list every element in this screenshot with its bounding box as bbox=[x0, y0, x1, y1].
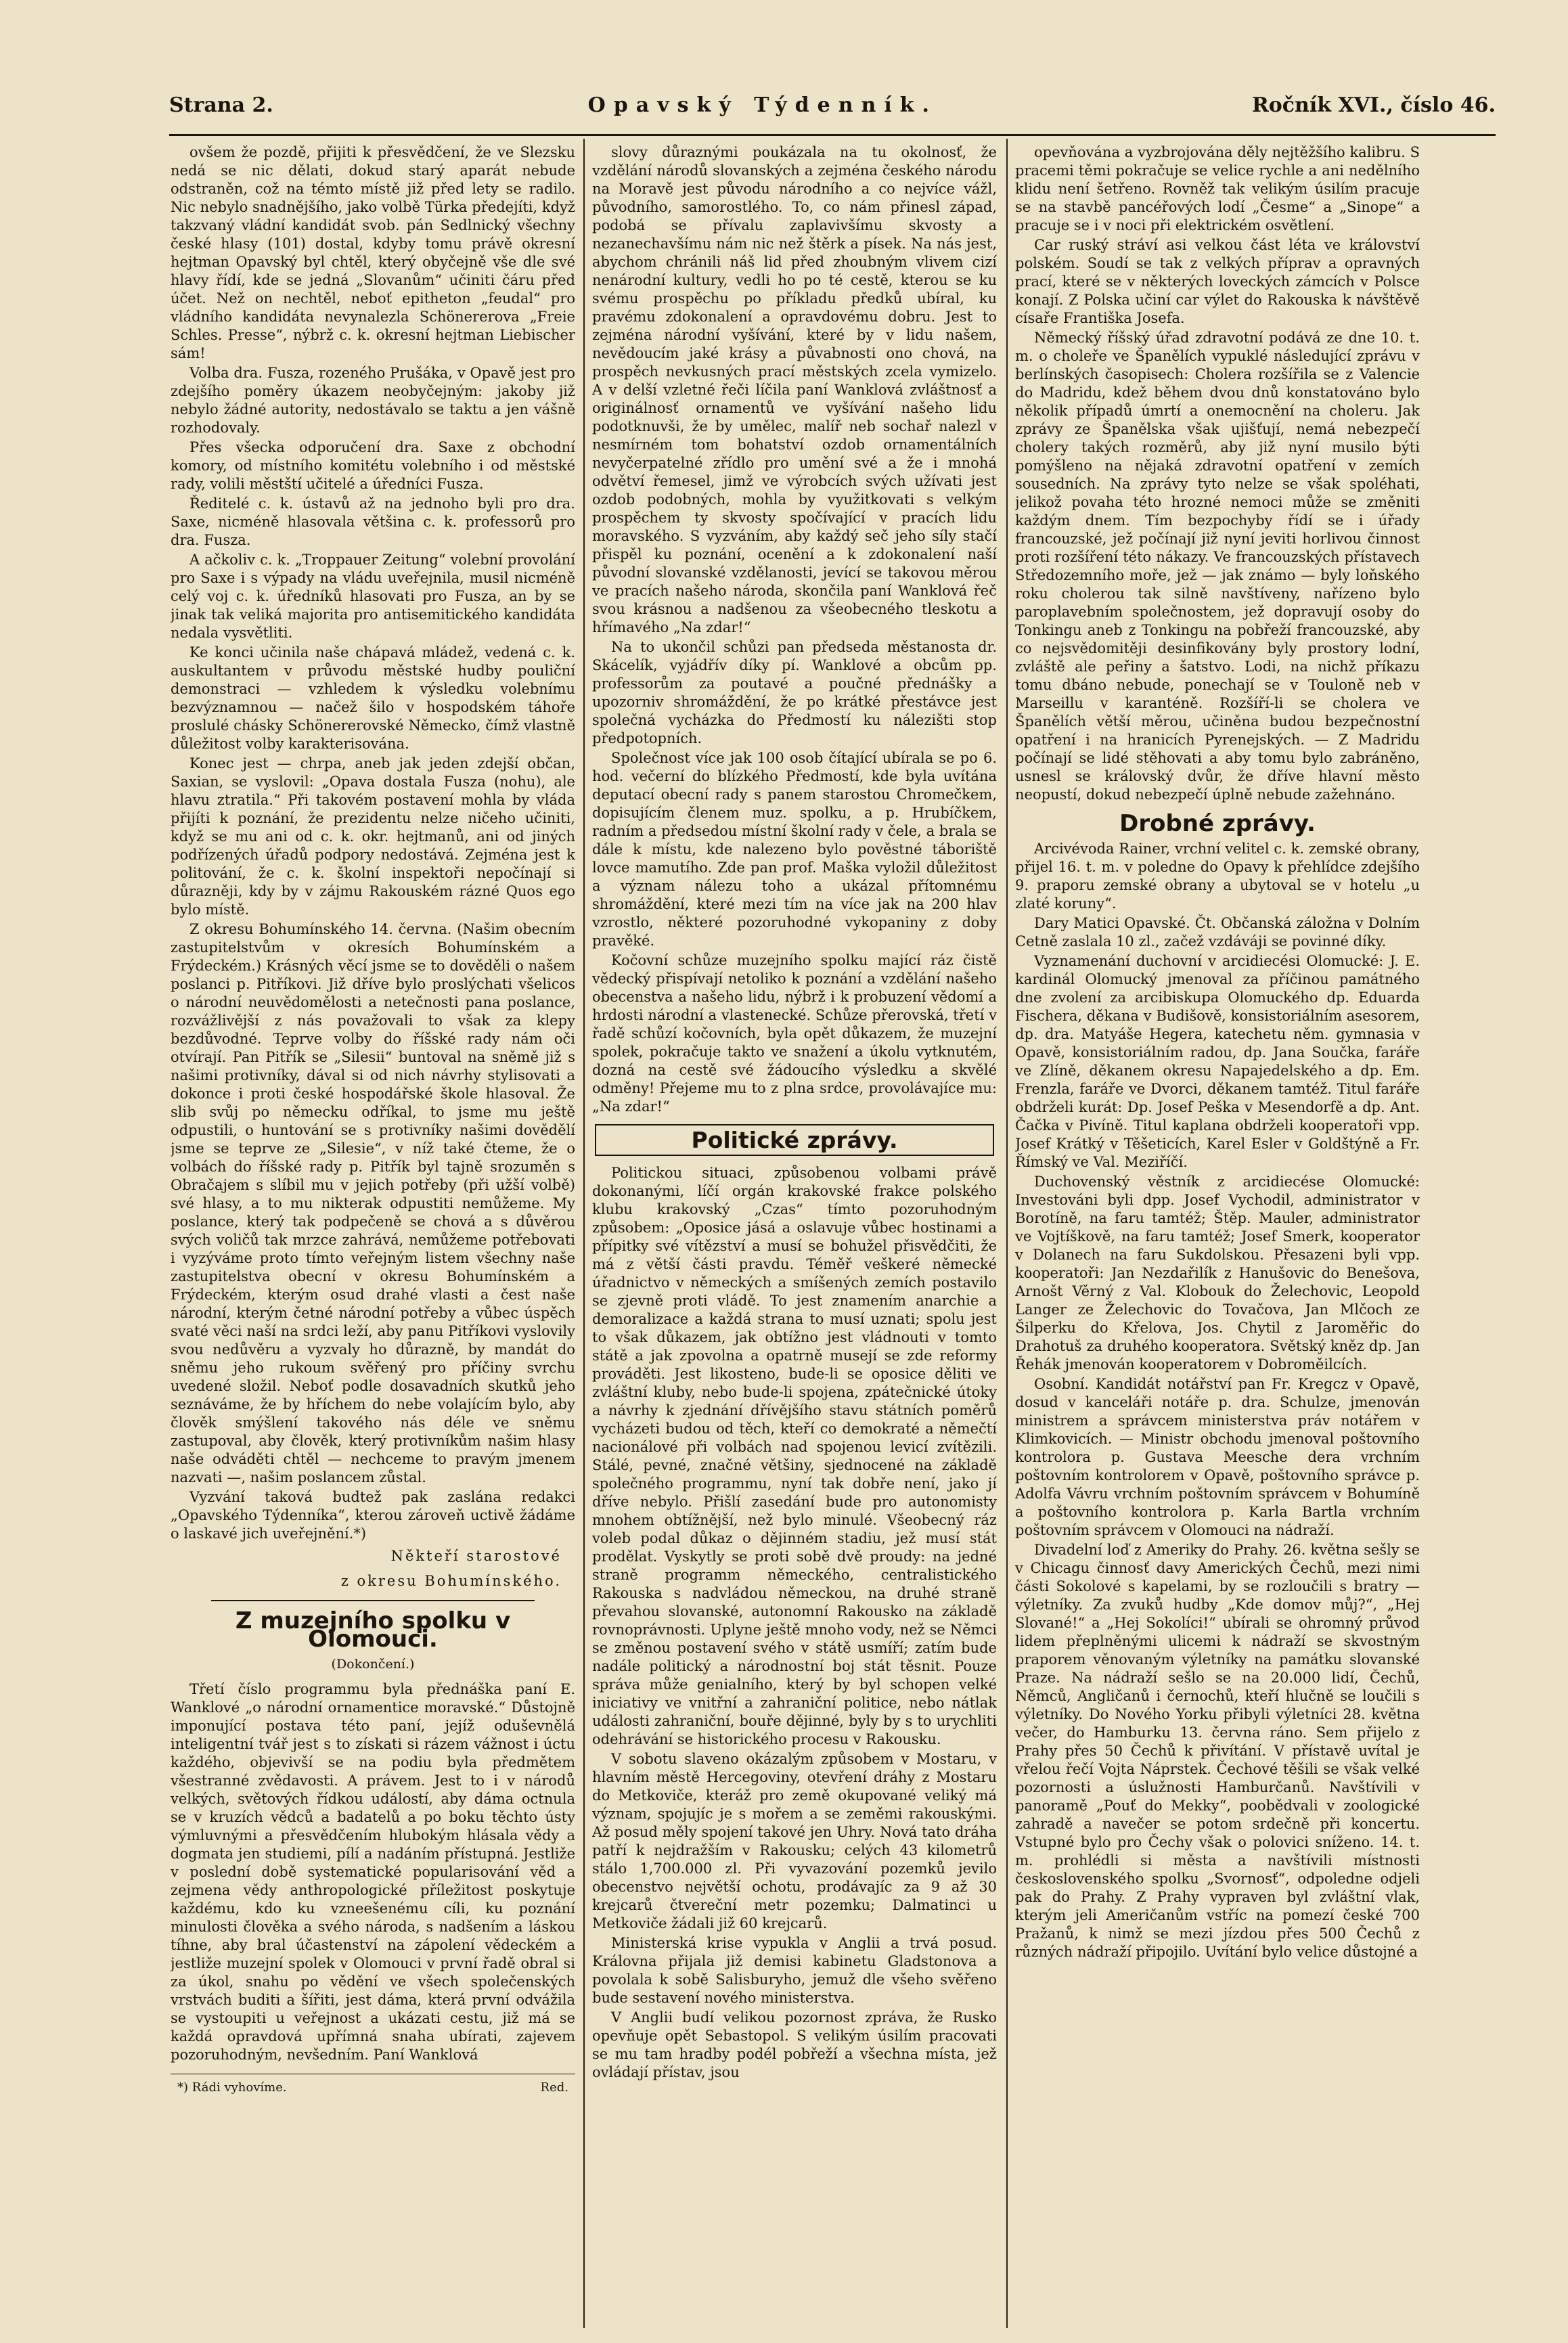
footnote-text: *) Rádi vyhovíme. bbox=[177, 2080, 287, 2095]
paragraph: Společnost více jak 100 osob čítající ubírala se po 6. hod. večerní do blízkého Předmostí, kde byla uvítána deputací obecní rady s panem starostou Chromečkem, dopisujícím členem muz. spolku, a p. Hrubíčkem, radním a předsedou místní školní rady v čele, a brala se dále k místu, kde nalezeno bylo pověstné táboriště lovce mamutího. Zde pan prof. Maška vyložil důležitost a význam nálezu toho a ukázal přítomnému shromáždění, které mezi tím na více jak na 200 hlav vzrostlo, některé pozoruhodné vykopaniny z doby pravěké. bbox=[592, 750, 997, 949]
paragraph: ovšem že pozdě, přijiti k přesvědčení, že ve Slezsku nedá se nic dělati, dokud starý aparát nebude odstraněn, což na témto místě již před lety se radilo. Nic nebylo snadnějšího, jako volbě Türka předejíti, když takzvaný vládní kandidát svob. pán Sedlnický všechny české hlasy (101) dostal, kdyby tomu právě okresní hejtman Opavský byl chtěl, který obyčejně vše dle své hlavy řídí, kde se jedná „Slovanům“ učiniti čáru před účet. Než on nechtěl, neboť epitheton „feudal“ pro vládního kandidáta nevynalezla Schönererova „Freie Schles. Presse“, nýbrž c. k. okresní hejtman Liebischer sám! bbox=[171, 144, 575, 361]
paragraph: Vyznamenání duchovní v arcidiecési Olomucké: J. E. kardinál Olomucký jmenoval za příčinou památného dne zvolení za arcibiskupa Olomuckého dp. Eduarda Fischera, děkana v Budišově, konsistoriálním asesorem, dp. dra. Matyáše Hegera, katechetu něm. gymnasia v Opavě, konsistoriálním radou, dp. Jana Součka, faráře ve Zlíně, děkanem okresu Napajedelského a dp. Em. Frenzla, faráře ve Dvorci, děkanem tamtéž. Titul faráře obdrželi kurát: Dp. Josef Peška v Mesendorfě a dp. Ant. Čačka v Pivíně. Titul kaplana obdrželi kooperatoři vpp. Josef Krátký v Těšeticích, Karel Esler v Goldštýně a Fr. Římský ve Val. Meziříčí. bbox=[1015, 953, 1420, 1170]
paragraph: Z okresu Bohumínského 14. června. (Našim obecním zastupitelstvům v okresích Bohumínském a Frýdeckém.) Krásných věcí jsme se to dověděli o našem poslanci p. Pitříkovi. Již dříve bylo proslýchati všelicos o národní neuvědomělosti a netečnosti pana poslance, rozvážlivější z nás považovali to však za klepy bezdůvodné. Teprve volby do říšské rady nám oči otvírají. Pan Pitřík se „Silesii“ buntoval na sněmě již s našimi protivníky, dával si od nich návrhy stylisovati a dokonce i proti české hospodářské škole hlasoval. Že slib svůj po německu odříkal, to jsme mu ještě odpustili, o huntování se s protivníky našimi dovědělí jsme se teprve ze „Silesie“, v níž také čteme, že o volbách do říšské rady p. Pitřík byl tajně srozuměn s Obračajem s slíbil mu v jejich potřeby (při užší volbě) své hlasy, a to mu nikterak odpustiti nemůžeme. My poslance, který tak podpečeně se chová a s důvěrou svých voličů tak mrzce zahrává, nemůžeme potřebovati i vyzýváme proto tímto veřejným listem všechny naše zastupitelstva obecní v okresu Bohumínském a Frýdeckém, kterým osud drahé vlasti a čest naše národní, kterým četné národní potřeby a vůbec úspěch svaté věci naší na srdci leží, aby panu Pitříkovi vyslovily svou nedůvěru a vyzvaly ho důrazně, by mandát do sněmu jeho rukoum svěřený pro příčiny svrchu uvedené složil. Neboť podle dosavadních skutků jeho seznáváme, že by hříchem do nebe volajícím bylo, aby člověk smýšlení takového nás déle ve sněmu zastupoval, aby člověk, který protivníkům našim hlasy naše odváděti chtěl — nechceme to pravým jmenem nazvati —, našim poslancem zůstal. bbox=[171, 921, 575, 1486]
newspaper-title: Opavský Týdenník. bbox=[587, 93, 937, 117]
page-number: Strana 2. bbox=[169, 93, 273, 117]
paragraph: slovy důraznými poukázala na tu okolnosť, že vzdělání národů slovanských a zejména českého národu na Moravě jest původu národního a co nejvíce vážl, původního, samorostlého. To, co nám přinesl západ, podobá se přívalu zaplavivšímu skvosty a nezanechavšímu nám nic než štěrk a písek. Na nás jest, abychom chránili náš lid před zhoubným vlivem cizí nenárodní kultury, vedli ho po té cestě, kterou se ku svému prospěchu po příkladu předků ubíral, ku pravému zdokonalení a opravdovému dobru. Jest to zejména národní vyšívání, které by v lidu našem, nevědoucím jaké krásy a půvabnosti ono chová, na prospěch nevkusných prací městských zcela vymizelo. A v delší vzletné řeči líčila paní Wanklová zvláštnosť a originálnosť ornamentů ve vyšívání našeho lidu podotknuvši, že by umělec, malíř neb sochař nalezl v nesmírném tom bohatství ozdob ornamentálních nevyčerpatelné zřídlo pro umění své a že i mnohá odvětví řemesel, jimž ve výrobcích svých užívati jest ozdob podobných, mohla by využitkovati s velkým prospěchem ty skvosty spočívající v pracích lidu moravského. S vyzváním, aby každý seč jeho síly stačí přispěl ku poznání, ocenění a k zdokonalení naší původní slovanské vzdělanosti, jevící se takovou měrou ve pracích našeho národa, skončila paní Wanklová řeč svou krásnou a nadšenou za všeobecného tleskotu a hřímavého „Na zdar!“ bbox=[592, 144, 997, 635]
footnote-sign: Red. bbox=[540, 2080, 568, 2095]
column-divider bbox=[583, 139, 585, 2328]
paragraph: Duchovenský věstník z arcidiecése Olomucké: Investováni byli dpp. Josef Vychodil, administrator v Borotíně, na faru tamtéž; Štěp. Mauler, administrator ve Vojtíškově, na faru tamtéž; Josef Smerk, kooperator v Dolanech na faru Sukdolskou. Přesazeni byli vpp. kooperatoři: Jan Nezdařilík z Hanušovic do Benešova, Arnošt Věrný z Val. Klobouk do Želechovic, Leopold Langer ze Želechovic do Tovačova, Jan Mlčoch ze Šilperku do Křelova, Jos. Chytil z Jaroměřic do Drahotuš za druhého kooperatora. Světský kněz dp. Jan Řehák jmenován kooperatorem v Dobroměilcích. bbox=[1015, 1174, 1420, 1373]
section-title: Drobné zprávy. bbox=[1119, 810, 1316, 837]
column-3 bbox=[1015, 143, 1420, 2309]
paragraph: Volba dra. Fusza, rozeného Prušáka, v Opavě jest pro zdejšího poměry úkazem neobyčejným: jakoby již nebylo žádné autority, nedostávalo se taktu a jen vášně rozhodovaly. bbox=[171, 365, 575, 436]
paragraph: Arcivévoda Rainer, vrchní velitel c. k. zemské obrany, přijel 16. t. m. v poledne do Opavy k přehlídce zdejšího 9. praporu zemské obrany a ubytoval se v hotelu „u zlaté koruny“. bbox=[1015, 841, 1420, 912]
section-divider bbox=[211, 1600, 535, 1601]
paragraph: Ředitelé c. k. ústavů až na jednoho byli pro dra. Saxe, nicméně hlasovala většina c. k. professorů pro dra. Fusza. bbox=[171, 495, 575, 548]
section-subtitle: (Dokončení.) bbox=[331, 1657, 415, 1672]
signature-line: Někteří starostové bbox=[390, 1548, 562, 1564]
section-title-box: Politické zprávy. bbox=[595, 1124, 994, 1156]
paragraph: Kočovní schůze muzejního spolku mající ráz čistě vědecký přispívají netoliko k poznání a vzdělání našeho obecenstva a našeho lidu, nýbrž i k probuzení vědomí a hrdosti národní a vlastenecké. Schůze přerovská, třetí v řadě schůzí kočovních, byla opět důkazem, že muzejní spolek, pokračuje takto ve snažení a úkolu vytknutém, dozná na cestě své žádoucího výsledku a skvělé odměny! Přejeme mu to z plna srdce, provolávajíce mu: „Na zdar!“ bbox=[592, 952, 997, 1115]
footnote bbox=[171, 2074, 575, 2097]
paragraph: Ministerská krise vypukla v Anglii a trvá posud. Královna přijala již demisi kabinetu Gladstonova a povolala k sobě Salisburyho, jemuž dle všeho svěřeno bude sestavení nového ministerstva. bbox=[592, 1935, 997, 2006]
paragraph: Německý říšský úřad zdravotní podává ze dne 10. t. m. o choleře ve Španělích vypuklé následující zprávu v berlínských časopisech: Cholera rozšířila se z Valencie do Madridu, kdež během dvou dnů konstatováno bylo několik případů úmrtí a onemocnění na choleru. Jak zprávy ze Španělska však ujišťují, nemá nebezpečí cholery takých rozměrů, aby již nyní musilo býti pomýšleno na nějaká zdravotní opatření v zemích sousedních. Na zprávy tyto nelze se však spoléhati, jelikož povaha této hrozné nemoci může se změniti každým dnem. Tím bezpochyby řídí se i úřady francouzské, jež počínají již nyní jeviti horlivou činnost proti rozšíření této nákazy. Ve francouzských přístavech Středozemního moře, jež — jak známo — byly loňského roku cholerou tak silně navštíveny, nařízeno bylo paroplavebním společnostem, jež dopravují osoby do Tonkingu aneb z Tonkingu na pobřeží francouzské, aby co nejsvědomitěji desinfikovány byly prostory lodní, zvláště ale peřiny a šatstvo. Lodi, na nichž příkazu tomu dbáno nebude, ponechají se v Touloně neb v Marseillu v karanténě. Rozšíří-li se cholera ve Španělích větší měrou, učiněna budou bezpečnostní opatření i na hranicích Pyrenejských. — Z Madridu počínají se lidé stěhovati a aby tomu bylo zabráněno, usnesl se královský dvůr, že dříve hlavní město neopustí, dokud nebezpečí úplně nebude zažehnáno. bbox=[1015, 330, 1420, 803]
section-title: Z muzejního spolku v Olomouci. bbox=[235, 1607, 511, 1653]
paragraph: A ačkoliv c. k. „Troppauer Zeitung“ volební provolání pro Saxe i s výpady na vládu uveřejnila, musil nicméně celý voj c. k. úředníků hlasovati pro Fusza, an by se jinak tak veliká majorita pro antisemitického kandidáta nedala vysvětliti. bbox=[171, 552, 575, 641]
paragraph: Politickou situaci, způsobenou volbami právě dokonanými, líčí orgán krakovské frakce polského klubu krakovský „Czas“ tímto pozoruhodným způsobem: „Oposice jásá a oslavuje vůbec hostinami a přípitky své vítězství a musí se bohužel přisvědčiti, že má z větší části pravdu. Téměř veškeré německé úřadnictvo v německých a smíšených zemích postavilo se zjevně proti vládě. To jest znamením anarchie a demoralizace a každá strana to musí uznati; spolu jest to však důkazem, jak obtížno jest vládnouti v tomto státě a jak zpovolna a opatrně musejí se zde reformy prováděti. Jest likosteno, bude-li se oposice děliti ve zvláštní kluby, nebo bude-li spojena, zpátečnické útoky a návrhy k zjednání dřívějšího stavu státních poměrů vycházeti budou od těch, kteří co demokraté a němečtí nacionálové při volbách nad spojenou levicí zvítězili. Stálé, pevné, značné většiny, sjednocené na základě společného programmu, nyní tak dobře není, jako jí dříve nebylo. Přišlí zasedání bude pro autonomisty mnohem obtížnější, než bylo minulé. Všeobecný ráz voleb podal důkaz o dějinném stadiu, jež musí stát prodělat. Vyskytly se proti sobě dvě proudy: na jedné straně programm německého, centralistického Rakouska s nadvládou německou, na druhé straně převahou slovanské, autonomní Rakousko na základě rovnoprávnosti. Uplyne ještě mnoho vody, než se Němci se změnou postavení svého v státě usmíří; zatím bude nadále politický a národnostní boj stát těsnit. Pouze správa může genialního, který by byl schopen velké iniciativy ve vnitřní a zahraniční politice, nebo nátlak události zahraniční, bouře dějinné, byly by s to urychliti odehrávání se historického procesu v Rakousku. bbox=[592, 1165, 997, 1747]
paragraph: Dary Matici Opavské. Čt. Občanská záložna v Dolním Cetně zaslala 10 zl., začež vzdáváji se povinné díky. bbox=[1015, 915, 1420, 950]
paragraph: V Anglii budí velikou pozornost zpráva, že Rusko opevňuje opět Sebastopol. S velikým úsilím pracovati se mu tam hradby podél pobřeží a všechna místa, jež ovládají přístav, jsou bbox=[592, 2009, 997, 2080]
paragraph: Přes všecka odporučení dra. Saxe z obchodní komory, od místního komitétu volebního i od městské rady, volili městští učitelé a úředníci Fusza. bbox=[171, 439, 575, 492]
paragraph: Car ruský stráví asi velkou část léta ve království polském. Soudí se tak z velkých příprav a opravných prací, které se v některých loveckých zámcích v Polsce konají. Z Polska učiní car výlet do Rakouska k návštěvě císaře Františka Josefa. bbox=[1015, 237, 1420, 326]
paragraph: Konec jest — chrpa, aneb jak jeden zdejší občan, Saxian, se vyslovil: „Opava dostala Fusza (nohu), ale hlavu ztratila.“ Při takovém postavení mohla by vláda přijíti k poznání, že prezidentu nelze ničeho učiniti, když se mu ani od c. k. okr. hejtmanů, ani od jiných podřízených úřadů podpory nedostává. Zejména jest k politování, že c. k. školní inspektoři nepočínají si důrazněji, kdy by v zájmu Rakouském rázné Quos ego bylo místě. bbox=[171, 755, 575, 918]
paragraph: Divadelní loď z Ameriky do Prahy. 26. května sešly se v Chicagu činnosť davy Amerických Čechů, mezi nimi části Sokolové s kapelami, by se rozloučili s bratry — výletníky. Za zvuků hudby „Kde domov můj?“, „Hej Slované!“ a „Hej Sokolíci!“ ubírali se ohromný průvod lidem přeplněnými ulicemi k nádraží se skvostným praporem věnovaným výletníky na památku slovanské Praze. Na nádraží sešlo se na 20.000 lidí, Čechů, Němců, Angličanů i černochů, kteří hlučně se loučili s výletníky. Do Nového Yorku přibyli výletníci 28. května večer, do Hamburku 13. června ráno. Sem přijelo z Prahy přes 50 Čechů k přivítání. V přístavě uvítal je vřelou řečí Vojta Náprstek. Čechové těšili se však velké pozornosti a úslužnosti Hamburčanů. Navštívili v panoramě „Pouť do Mekky“, poobědvali v zoologické zahradě a navečer se potom srdečně při koncertu. Vstupné bylo pro Čechy však o polovici sníženo. 14. t. m. prohlédli si města a navštívili místnosti československého spolku „Svornosť“, odpoledne odjeli pak do Prahy. Z Prahy vypraven byl zvláštní vlak, kterým jeli Američanům vstříc na pomezí české 700 Pražanů, k nimž se mezi jízdou přes 500 Čechů z různých nádraží připojilo. Uvítání bylo velice důstojné a bbox=[1015, 1542, 1420, 1960]
issue-info: Ročník XVI., číslo 46. bbox=[1251, 93, 1496, 117]
column-1 bbox=[171, 143, 575, 2309]
paragraph: opevňována a vyzbrojována děly nejtěžšího kalibru. S pracemi těmi pokračuje se velice rychle a ani nedělního klidu není šetřeno. Rovněž tak velikým úsilím pracuje se na stavbě pancéřových lodí „Česme“ a „Sinope“ a pracuje se i v noci při elektrickém osvětlení. bbox=[1015, 144, 1420, 233]
paragraph: Vyzvání taková budtež pak zaslána redakci „Opavského Týdenníka“, kterou zároveň uctivě žádáme o laskavé jich uveřejnění.*) bbox=[171, 1489, 575, 1542]
paragraph: V sobotu slaveno okázalým způsobem v Mostaru, v hlavním městě Hercegoviny, otevření dráhy z Mostaru do Metkoviče, kteráž pro země okupované veliký má význam, spojujíc je s mořem a se zeměmi rakouskými. Až posud měly spojení takové jen Uhry. Nová tato dráha patří k nejdražším v Rakousku; celých 43 kilometrů stálo 1,700.000 zl. Při vyvazování pozemků jevilo obecenstvo největší ochotu, prodávajíc za 9 až 30 krejcarů čtvereční metr pozemku; Dalmatinci u Metkoviče žádali již 60 krejcarů. bbox=[592, 1751, 997, 1932]
paragraph: Osobní. Kandidát notářství pan Fr. Kregcz v Opavě, dosud v kanceláři notáře p. dra. Schulze, jmenován ministrem a správcem ministerstva práv notářem v Klimkovicích. — Ministr obchodu jmenoval poštovního kontrolora p. Gustava Meesche dera vrchním poštovním kontrolorem v Opavě, poštovního správce p. Adolfa Vávru vrchním poštovním správcem v Bohumíně a poštovního kontrolora p. Karla Bartla vrchním poštovním správcem v Olomouci na nádraží. bbox=[1015, 1376, 1420, 1538]
column-divider bbox=[1006, 139, 1008, 2328]
paragraph: Ke konci učinila naše chápavá mládež, vedená c. k. auskultantem v průvodu městské hudby pouliční demonstraci — vzhledem k výsledku volebnímu bezvýznamnou — načež šilo v hospodském táhoře proslulé chásky Schönererovské Německo, čímž vlastně důležitost volby karakterisována. bbox=[171, 644, 575, 752]
page-header bbox=[169, 81, 1496, 129]
paragraph: Třetí číslo programmu byla přednáška paní E. Wanklové „o národní ornamentice moravské.“ Důstojně imponující postava této paní, jejíž oduševnělá inteligentní tvář jest s to získati si rázem vážnost i úctu každého, objevivší se na podiu byla předmětem všestranné zvědavosti. A právem. Jest to i v národů velkých, světových řídkou událostí, aby dáma octnula se v kruzích vědců a badatelů a po boku těchto ústy výmluvnými a přesvědčením hlubokým hlásala vědy a dogmata jen studiemi, pílí a nadáním přístupná. Jestliže v poslední době systematické popularisování věd a zejmena vědy anthropologické příležitost poskytuje každému, kdo ku vzneešenému cíli, ku poznání minulosti člověka a svého národa, s nadšením a láskou tíhne, aby bral účastenství na zápolení vědeckém a jestliže muzejní spolek v Olomouci v první řadě obral si za úkol, snahu po vědění ve všech společenských vrstvách buditi a šířiti, jest dáma, která první odvážila se vystoupiti u veřejnost a ukázati cestu, již má se každá opravdová upřímná snaha ubírati, zajevem pozoruhodným, nevšedním. Paní Wanklová bbox=[171, 1681, 575, 2063]
signature-line: z okresu Bohumínského. bbox=[340, 1573, 562, 1589]
column-2 bbox=[592, 143, 997, 2309]
header-rule bbox=[169, 134, 1496, 136]
paragraph: Na to ukončil schůzi pan předseda městanosta dr. Skácelík, vyjádřív díky pí. Wanklové a obcům pp. professorům za poutavé a poučné přednášky a upozorniv shromáždění, že po krátké přestávce jest společná vycházka do Předmostí ku nálezišti stop předpotopních. bbox=[592, 639, 997, 746]
